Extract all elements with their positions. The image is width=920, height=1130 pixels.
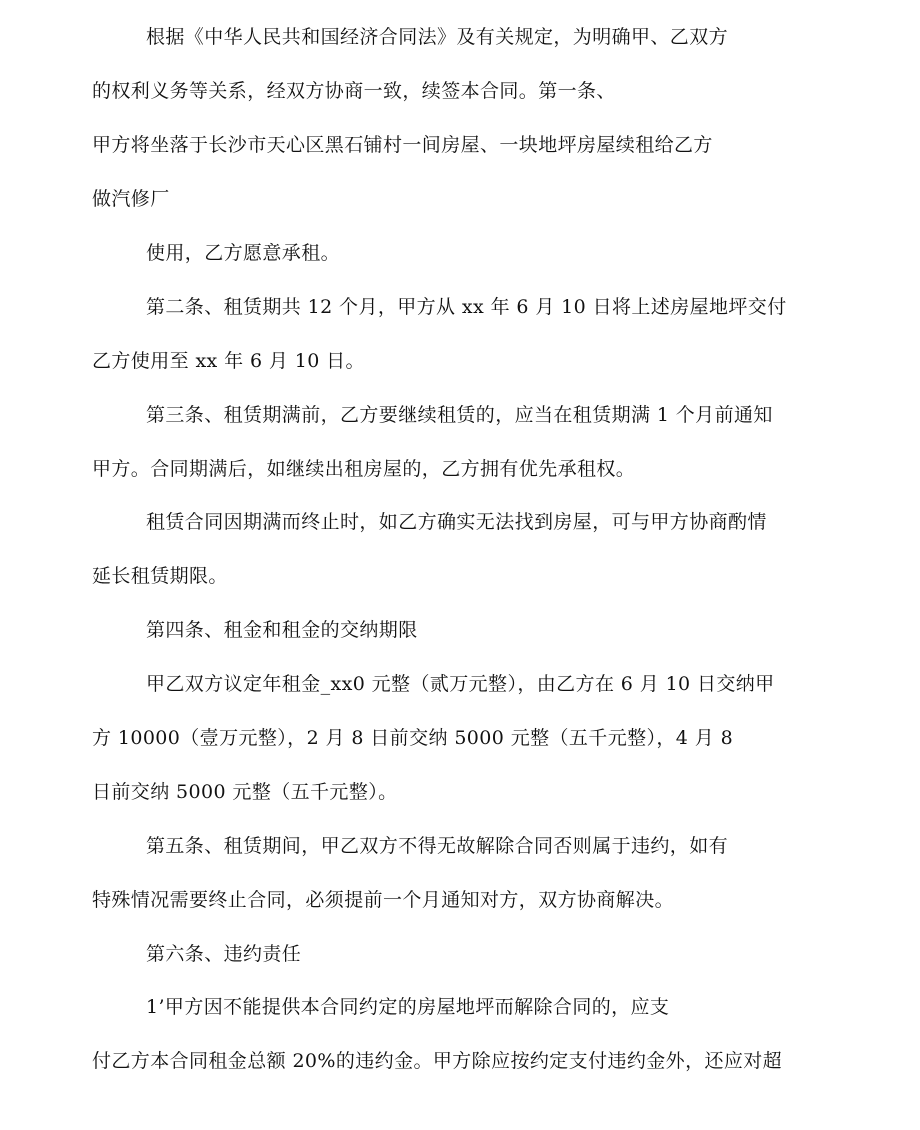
text-line-9: 甲方。合同期满后，如继续出租房屋的，乙方拥有优先承租权。 (92, 458, 636, 480)
text-line-7: 乙方使用至 xx 年 6 月 10 日。 (92, 350, 365, 372)
text-line-8: 第三条、租赁期满前，乙方要继续租赁的，应当在租赁期满 1 个月前通知 (146, 404, 773, 426)
text-line-14: 方 10000（壹万元整），2 月 8 日前交纳 5000 元整（五千元整），4 月 8 (92, 727, 734, 749)
text-line-3: 甲方将坐落于长沙市天心区黑石铺村一间房屋、一块地坪房屋续租给乙方 (92, 134, 713, 156)
text-line-13: 甲乙双方议定年租金_xx0 元整（贰万元整），由乙方在 6 月 10 日交纳甲 (146, 673, 775, 695)
text-line-18: 第六条、违约责任 (146, 943, 302, 965)
text-line-12: 第四条、租金和租金的交纳期限 (146, 619, 418, 641)
text-line-4: 做汽修厂 (92, 188, 170, 210)
text-line-10: 租赁合同因期满而终止时，如乙方确实无法找到房屋，可与甲方协商酌情 (146, 511, 767, 533)
text-line-20: 付乙方本合同租金总额 20%的违约金。甲方除应按约定支付违约金外，还应对超 (92, 1050, 783, 1072)
text-line-6: 第二条、租赁期共 12 个月，甲方从 xx 年 6 月 10 日将上述房屋地坪交付 (146, 296, 787, 318)
text-line-15: 日前交纳 5000 元整（五千元整）。 (92, 781, 398, 803)
text-line-5: 使用，乙方愿意承租。 (146, 242, 341, 264)
text-line-2: 的权利义务等关系，经双方协商一致，续签本合同。第一条、 (92, 80, 616, 102)
text-line-19: 1’甲方因不能提供本合同约定的房屋地坪而解除合同的，应支 (146, 996, 670, 1018)
text-line-11: 延长租赁期限。 (92, 565, 228, 587)
text-line-1: 根据《中华人民共和国经济合同法》及有关规定，为明确甲、乙双方 (146, 26, 729, 48)
text-line-17: 特殊情况需要终止合同，必须提前一个月通知对方，双方协商解决。 (92, 889, 675, 911)
text-line-16: 第五条、租赁期间，甲乙双方不得无故解除合同否则属于违约，如有 (146, 835, 729, 857)
